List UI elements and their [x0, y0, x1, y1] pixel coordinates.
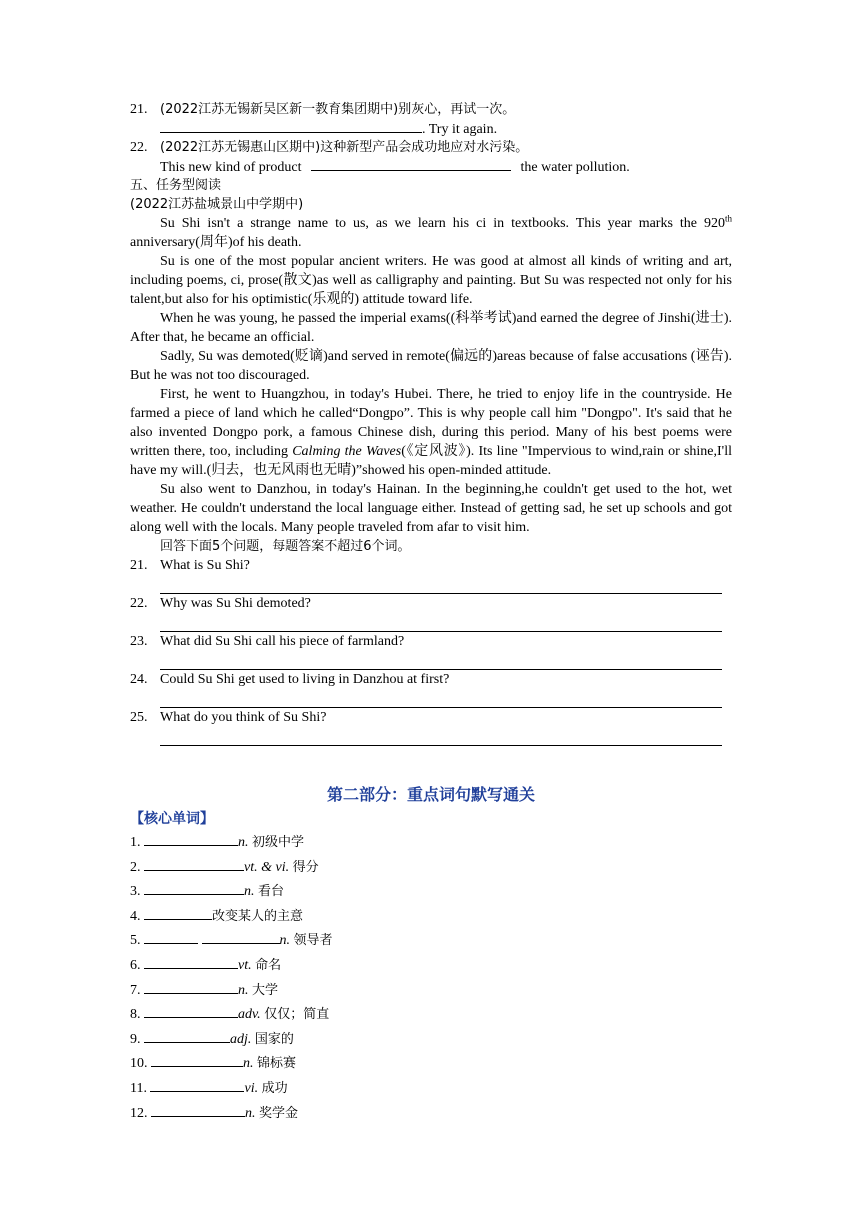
vocab-blank[interactable]	[144, 904, 212, 920]
answer-blank[interactable]	[311, 157, 511, 171]
section-title: 五、任务型阅读	[130, 178, 222, 193]
vocab-blank[interactable]	[150, 1076, 244, 1092]
reading-questions	[130, 556, 732, 746]
reading-question: 21. What is Su Shi?	[130, 558, 250, 573]
question-prompt: 别灰心，再试一次。	[398, 102, 516, 117]
answer-line[interactable]	[160, 651, 722, 670]
question-22-translation	[130, 138, 732, 157]
reading-question: 22. Why was Su Shi demoted?	[130, 596, 311, 611]
answer-line[interactable]	[160, 689, 722, 708]
passage	[130, 214, 732, 556]
answer-line[interactable]	[160, 575, 722, 594]
vocab-blank[interactable]	[151, 1051, 243, 1067]
reading-question: 25. What do you think of Su Shi?	[130, 710, 327, 725]
vocab-item: 8. adv. 仅仅；简直	[130, 1002, 732, 1027]
reading-question: 24. Could Su Shi get used to living in Danzhou at first?	[130, 672, 450, 687]
vocab-blank[interactable]	[144, 855, 244, 871]
instruction: 回答下面5个问题，每题答案不超过6个词。	[160, 539, 411, 554]
question-source: (2022江苏无锡惠山区期中)	[160, 140, 321, 155]
answer-blank[interactable]	[160, 119, 422, 133]
vocab-item: 6. vt. 命名	[130, 953, 732, 978]
vocab-blank[interactable]	[144, 928, 198, 944]
answer-line[interactable]	[160, 727, 722, 746]
answer-line[interactable]	[160, 613, 722, 632]
core-words-heading: 【核心单词】	[130, 811, 214, 827]
vocab-blank[interactable]	[144, 1027, 230, 1043]
paragraph-3: When he was young, he passed the imperial exams((科举考试)and earned the degree of Jinshi(进士). After that, he became an official.	[130, 311, 732, 345]
reading-question: 23. What did Su Shi call his piece of farmland?	[130, 634, 405, 649]
answer-tail: . Try it again.	[422, 122, 498, 137]
vocab-list	[130, 830, 732, 1125]
poem-title: Calming the Waves	[292, 444, 402, 459]
vocab-item: 1. n. 初级中学	[130, 830, 732, 855]
vocab-item: 7. n. 大学	[130, 978, 732, 1003]
paragraph-6: Su also went to Danzhou, in today's Hainan. In the beginning,he couldn't get used to the hot, wet weather. He couldn't understand the local language either. Instead of getting sad, he set up schools and got along well with the locals. Many people traveled from afar to visit him.	[130, 482, 732, 535]
vocab-blank[interactable]	[151, 1101, 245, 1117]
vocab-item: 3. n. 看台	[130, 879, 732, 904]
worksheet-page	[130, 100, 732, 1125]
vocab-blank[interactable]	[144, 978, 238, 994]
vocab-item: 5. n. 领导者	[130, 928, 732, 953]
vocab-blank[interactable]	[144, 1002, 238, 1018]
answer-line-21	[130, 119, 732, 138]
vocab-item: 11. vi. 成功	[130, 1076, 732, 1101]
answer-lead: This new kind of product	[160, 160, 302, 175]
vocab-blank[interactable]	[144, 830, 238, 846]
vocab-item: 12. n. 奖学金	[130, 1101, 732, 1126]
vocab-blank[interactable]	[144, 953, 238, 969]
question-number: 21.	[130, 102, 148, 117]
paragraph-2: Su is one of the most popular ancient writers. He was good at almost all kinds of writing and art, including poems, ci, prose(散文)as well as calligraphy and painting. But Su was respected not only for his talent,but also for his optimistic(乐观的) attitude toward life.	[130, 254, 732, 307]
section-source: (2022江苏盐城景山中学期中)	[130, 197, 304, 212]
vocab-blank[interactable]	[202, 928, 280, 944]
vocab-item: 4. 改变某人的主意	[130, 904, 732, 929]
question-prompt: 这种新型产品会成功地应对水污染。	[320, 140, 529, 155]
paragraph-1-line-1: Su Shi isn't a strange name to us, as we learn his ci in textbooks. This year marks the 920th	[160, 214, 732, 231]
paragraph-1-line-2: anniversary(周年)of his death.	[130, 235, 302, 250]
answer-line-22	[130, 157, 732, 176]
paragraph-4: Sadly, Su was demoted(贬谪)and served in remote(偏远的)areas because of false accusations (诬告). But he was not too discouraged.	[130, 349, 732, 383]
question-number: 22.	[130, 140, 148, 155]
part-two-title: 第二部分：重点词句默写通关	[326, 785, 535, 804]
answer-tail: the water pollution.	[520, 160, 630, 175]
question-source: (2022江苏无锡新吴区新一教育集团期中)	[160, 102, 399, 117]
paragraph-5: First, he went to Huangzhou, in today's Hubei. There, he tried to enjoy life in the countryside. He farmed a piece of land which he called“Dongpo”. This is why people call him "Dongpo". It's said that he also invented Dongpo pork, a famous Chinese dish, during this period. Many of his best poems were written there, too, including Calming the Waves(《定风波》). Its line "Impervious to wind,rain or shine,I'll have my will.(归去，也无风雨也无晴)”showed his open-minded attitude.	[130, 387, 732, 478]
vocab-item: 10. n. 锦标赛	[130, 1051, 732, 1076]
vocab-blank[interactable]	[144, 879, 244, 895]
question-21-translation	[130, 100, 732, 119]
vocab-item: 2. vt. & vi. 得分	[130, 855, 732, 880]
vocab-item: 9. adj. 国家的	[130, 1027, 732, 1052]
